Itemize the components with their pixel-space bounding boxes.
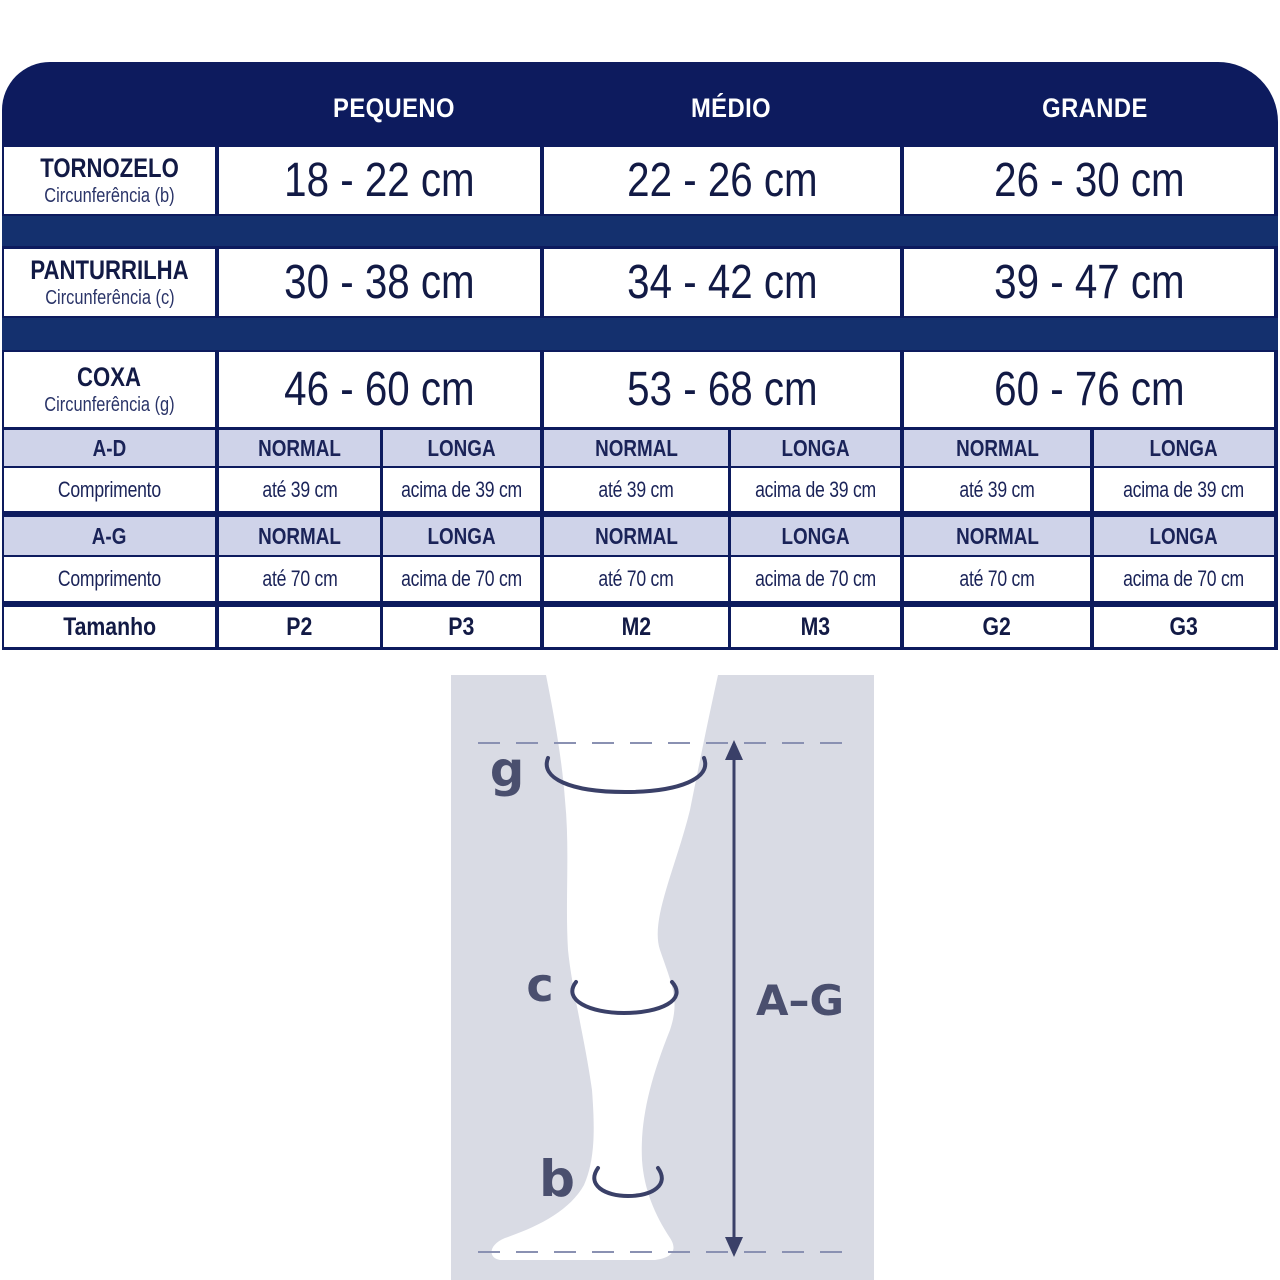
length-type-cell	[904, 430, 1090, 466]
length-type: NORMAL	[594, 434, 678, 461]
measurement-value: 34 - 42 cm	[626, 256, 818, 309]
row-label-ag-sub	[4, 557, 215, 601]
length-type-cell	[1094, 430, 1274, 466]
calf-mark-label: c	[526, 958, 554, 1012]
length-value: acima de 39 cm	[1123, 476, 1245, 502]
length-value: até 39 cm	[261, 476, 338, 502]
row-label-calf	[4, 249, 215, 316]
measurement-cell	[544, 147, 900, 214]
length-type: NORMAL	[955, 522, 1039, 549]
length-value-cell	[731, 557, 900, 601]
row-title: TORNOZELO	[40, 152, 179, 183]
length-type-cell	[219, 517, 380, 555]
length-type: LONGA	[1149, 522, 1219, 549]
length-type-cell	[383, 430, 540, 466]
length-value-cell	[1094, 468, 1274, 511]
measurement-value: 18 - 22 cm	[284, 154, 475, 207]
length-type-cell	[544, 517, 728, 555]
size-cell	[731, 607, 900, 647]
length-value: até 70 cm	[261, 566, 338, 591]
length-value-cell	[544, 557, 728, 601]
column-header-pequeno: PEQUENO	[333, 92, 455, 123]
measurement-cell	[904, 147, 1274, 214]
ankle-mark-label: b	[539, 1150, 575, 1208]
length-type-cell	[544, 430, 728, 466]
length-value-cell	[904, 468, 1090, 511]
length-type: LONGA	[427, 434, 496, 461]
length-type: NORMAL	[258, 522, 341, 549]
length-value: até 39 cm	[959, 476, 1035, 502]
size-value: P3	[448, 612, 475, 641]
row-label-ag	[4, 517, 215, 555]
length-value: até 39 cm	[598, 476, 674, 502]
length-value: acima de 70 cm	[755, 566, 876, 591]
measurement-cell	[904, 249, 1274, 316]
measurement-cell	[219, 147, 540, 214]
length-type-cell	[904, 517, 1090, 555]
size-value: G2	[982, 612, 1012, 641]
column-header-medio: MÉDIO	[690, 92, 772, 123]
length-value: acima de 70 cm	[401, 566, 522, 591]
leg-measurement-diagram	[451, 675, 874, 1280]
length-value: acima de 39 cm	[755, 476, 876, 502]
length-type: LONGA	[427, 522, 496, 549]
length-ag-label: A–G	[756, 976, 844, 1025]
length-value-cell	[731, 468, 900, 511]
length-type: LONGA	[781, 522, 850, 549]
length-value-cell	[383, 468, 540, 511]
row-label-thigh	[4, 352, 215, 427]
row-subtitle: Circunferência (c)	[44, 287, 175, 310]
measurement-value: 39 - 47 cm	[993, 256, 1185, 309]
length-value-cell	[219, 468, 380, 511]
length-type: LONGA	[1149, 434, 1219, 461]
size-label: Tamanho	[63, 612, 156, 641]
length-type: NORMAL	[594, 522, 678, 549]
length-type-cell	[1094, 517, 1274, 555]
measurement-cell	[219, 249, 540, 316]
length-type: NORMAL	[955, 434, 1039, 461]
measurement-value: 22 - 26 cm	[626, 154, 818, 207]
size-value: M2	[621, 612, 651, 641]
length-type: LONGA	[781, 434, 850, 461]
size-value: P2	[286, 612, 313, 641]
row-title: A-G	[92, 522, 127, 549]
row-label-ad	[4, 430, 215, 466]
size-value: G3	[1169, 612, 1199, 641]
size-cell	[1094, 607, 1274, 647]
thigh-mark-label: g	[489, 742, 525, 798]
size-cell	[544, 607, 728, 647]
measurement-cell	[219, 352, 540, 427]
size-cell	[904, 607, 1090, 647]
row-title: PANTURRILHA	[30, 254, 189, 285]
size-cell	[383, 607, 540, 647]
row-separator	[2, 318, 1278, 350]
measurement-value: 60 - 76 cm	[993, 363, 1185, 416]
length-value: até 70 cm	[959, 566, 1035, 591]
length-value: até 70 cm	[598, 566, 674, 591]
row-title: A-D	[92, 434, 127, 461]
length-type-cell	[383, 517, 540, 555]
measurement-value: 46 - 60 cm	[284, 363, 475, 416]
measurement-value: 26 - 30 cm	[993, 154, 1185, 207]
length-value: acima de 70 cm	[1123, 566, 1245, 591]
length-type: NORMAL	[258, 434, 341, 461]
length-value-cell	[544, 468, 728, 511]
length-value-cell	[383, 557, 540, 601]
length-value-cell	[904, 557, 1090, 601]
measurement-cell	[904, 352, 1274, 427]
length-value: acima de 39 cm	[401, 476, 522, 502]
row-subtitle: Comprimento	[58, 566, 161, 591]
row-label-ad-sub	[4, 468, 215, 511]
measurement-cell	[544, 249, 900, 316]
row-separator	[2, 216, 1278, 246]
size-cell	[219, 607, 380, 647]
row-subtitle: Circunferência (g)	[44, 394, 175, 417]
row-subtitle: Comprimento	[58, 476, 161, 502]
measurement-value: 30 - 38 cm	[284, 256, 475, 309]
length-value-cell	[219, 557, 380, 601]
size-value: M3	[800, 612, 831, 641]
row-label-ankle	[4, 147, 215, 214]
row-subtitle: Circunferência (b)	[44, 185, 175, 208]
length-value-cell	[1094, 557, 1274, 601]
column-header-grande: GRANDE	[1042, 92, 1148, 123]
length-type-cell	[219, 430, 380, 466]
row-title: COXA	[77, 361, 142, 392]
length-type-cell	[731, 430, 900, 466]
length-type-cell	[731, 517, 900, 555]
measurement-value: 53 - 68 cm	[626, 363, 818, 416]
size-row-label	[4, 607, 215, 647]
measurement-cell	[544, 352, 900, 427]
